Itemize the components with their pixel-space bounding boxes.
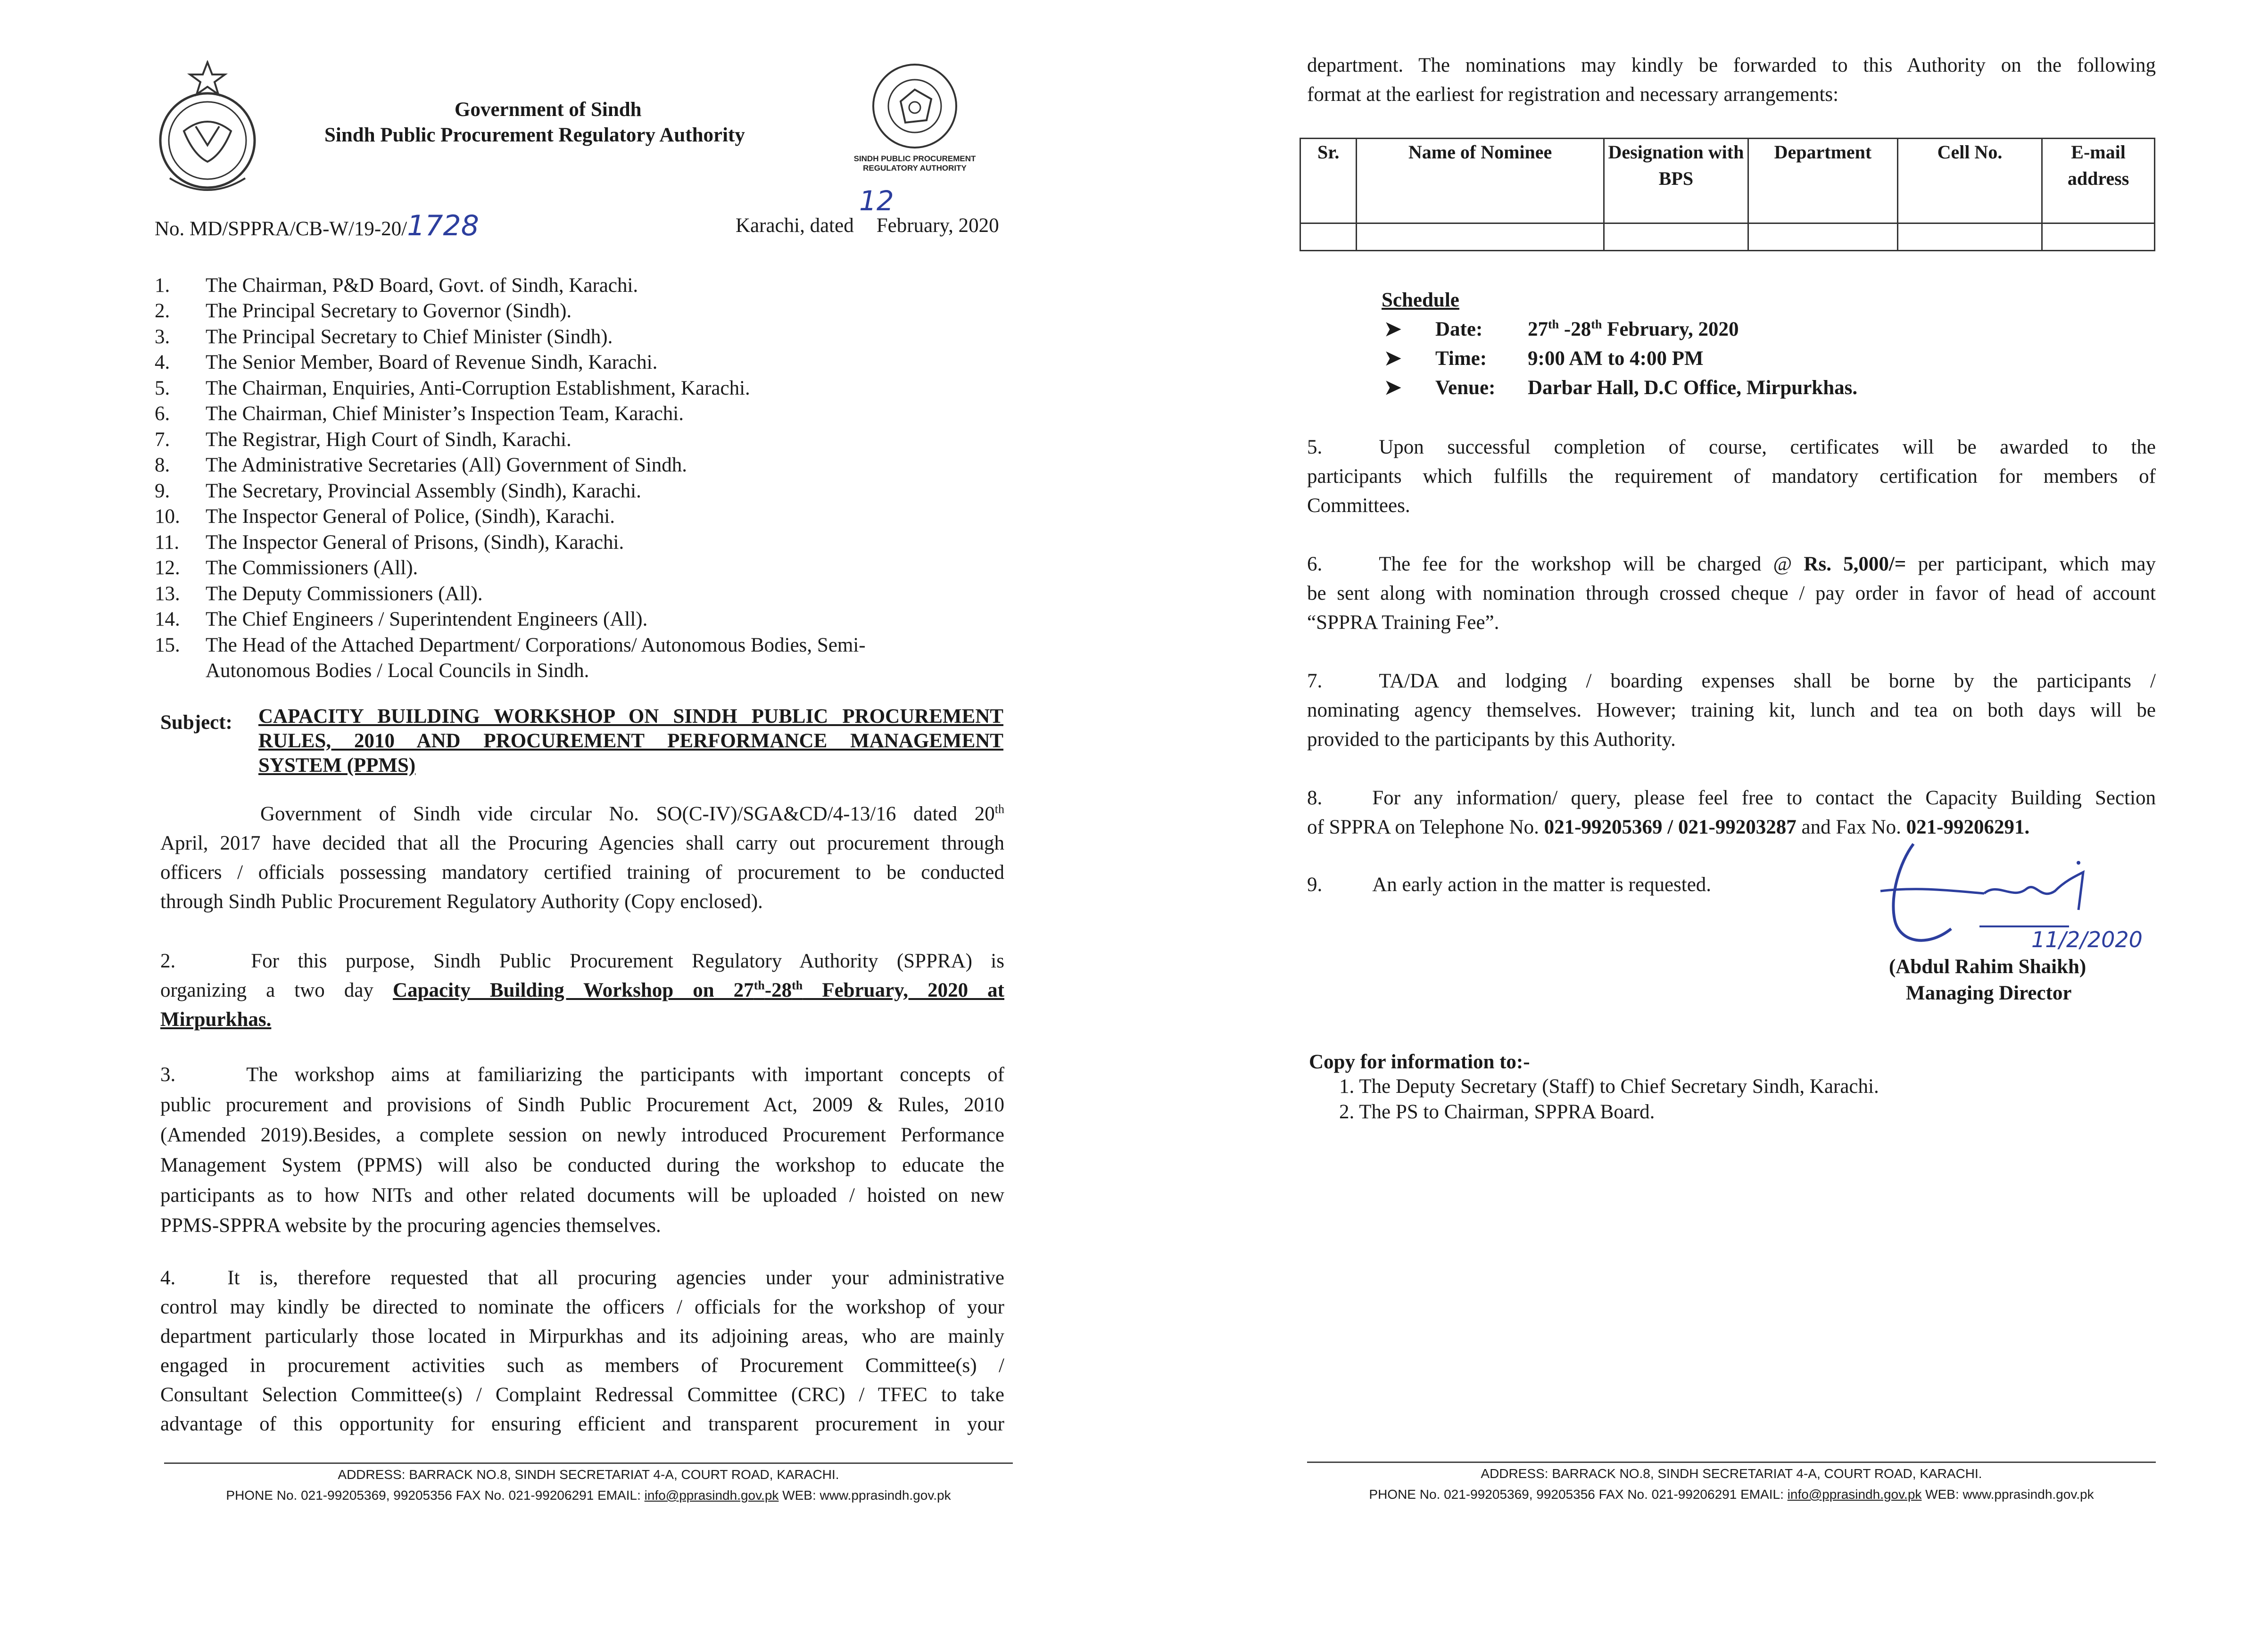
list-item: 8. The Administrative Secretaries (All) Government of Sindh. bbox=[155, 454, 687, 476]
schedule-date-row: ➤ Date: 27th -28th February, 2020 bbox=[1384, 317, 1739, 340]
footer-email-link[interactable]: info@pprasindh.gov.pk bbox=[1787, 1487, 1922, 1502]
paragraph-4: 4. It is, therefore requested that all procuring agencies under your administrative control may kindly be directed to nominate the officers / officials for the workshop of your department particularly those located in Mirpurkhas and its adjoining areas, who are mainly engaged in procurement activities such as members of Procurement Committee(s) / Consultant Selection Committee(s) / Complaint Redressal Committee (CRC) / TFEC to take advantage of this opportunity for ensuring efficient and transparent procurement in your bbox=[160, 1267, 1004, 1435]
letterhead-authority: Sindh Public Procurement Regulatory Authority bbox=[324, 124, 745, 146]
table-row bbox=[1300, 223, 2155, 251]
footer-address: ADDRESS: BARRACK NO.8, SINDH SECRETARIAT 4-A, COURT ROAD, KARACHI. bbox=[1481, 1466, 1982, 1481]
table-header-cell: E-mail address bbox=[2042, 139, 2155, 223]
subject-text: CAPACITY BUILDING WORKSHOP ON SINDH PUBLIC PROCUREMENT RULES, 2010 AND PROCUREMENT PERFORMANCE MANAGEMENT SYSTEM (PPMS) bbox=[258, 705, 1003, 776]
footer-contact: PHONE No. 021-99205369, 99205356 FAX No. 021-99206291 EMAIL: info@pprasindh.gov.pk WEB: www.pprasindh.gov.pk bbox=[1369, 1487, 2094, 1502]
paragraph-1: Government of Sindh vide circular No. SO(C-IV)/SGA&CD/4-13/16 dated 20th April, 2017 have decided that all the Procuring Agencies shall carry out procurement through officers / officials possessing mandatory certified training of procurement to be conducted through Sindh Public Procurement Regulatory Authority (Copy enclosed). bbox=[160, 802, 1004, 913]
schedule-venue-row: ➤ Venue: Darbar Hall, D.C Office, Mirpurkhas. bbox=[1384, 377, 1858, 399]
svg-text:SINDH PUBLIC PROCUREMENT: SINDH PUBLIC PROCUREMENT bbox=[853, 154, 976, 163]
table-header-cell: Designation with BPS bbox=[1604, 139, 1748, 223]
schedule-time-row: ➤ Time: 9:00 AM to 4:00 PM bbox=[1384, 347, 1704, 370]
paragraph-6: 6. The fee for the workshop will be charged @ Rs. 5,000/= per participant, which may be sent along with nomination through crossed cheque / pay order in favor of head of account “SPPRA Training Fee”. bbox=[1307, 553, 2156, 634]
paragraph-2: 2. For this purpose, Sindh Public Procurement Regulatory Authority (SPPRA) is organizing a two day Capacity Building Workshop on 27th-28th February, 2020 at Mirpurkhas. bbox=[160, 950, 1004, 1031]
list-item: 2. The Principal Secretary to Governor (Sindh). bbox=[155, 300, 572, 322]
list-item: 15. The Head of the Attached Department/ Corporations/ Autonomous Bodies, Semi- bbox=[155, 634, 866, 656]
footer-address: ADDRESS: BARRACK NO.8, SINDH SECRETARIAT 4-A, COURT ROAD, KARACHI. bbox=[338, 1467, 839, 1482]
list-item: 13. The Deputy Commissioners (All). bbox=[155, 583, 483, 605]
copy-to-item: 1. The Deputy Secretary (Staff) to Chief Secretary Sindh, Karachi. bbox=[1339, 1075, 1879, 1098]
copy-to-item: 2. The PS to Chairman, SPPRA Board. bbox=[1339, 1101, 1655, 1123]
paragraph-8: 8. For any information/ query, please feel free to contact the Capacity Building Section of SPPRA on Telephone No. 021-99205369 / 021-99203287 and Fax No. 021-99206291. bbox=[1307, 787, 2156, 838]
list-item: 12. The Commissioners (All). bbox=[155, 557, 418, 579]
footer-email-link[interactable]: info@pprasindh.gov.pk bbox=[644, 1488, 779, 1503]
list-item: 7. The Registrar, High Court of Sindh, Karachi. bbox=[155, 429, 571, 451]
signatory-title: Managing Director bbox=[1906, 982, 2072, 1004]
bullet-arrow-icon: ➤ bbox=[1384, 318, 1402, 340]
list-item-continuation: Autonomous Bodies / Local Councils in Sindh. bbox=[206, 660, 589, 682]
paragraph-4-continued: department. The nominations may kindly be forwarded to this Authority on the following format at the earliest for registration and necessary arrangements: bbox=[1307, 54, 2156, 106]
footer-divider bbox=[164, 1462, 1013, 1464]
signatory-name: (Abdul Rahim Shaikh) bbox=[1889, 956, 2086, 978]
bullet-arrow-icon: ➤ bbox=[1384, 377, 1402, 399]
copy-to-heading: Copy for information to:- bbox=[1309, 1051, 1530, 1073]
schedule-list bbox=[1384, 316, 2045, 405]
reference-number: No. MD/SPPRA/CB-W/19-20/1728 bbox=[155, 209, 479, 242]
handwritten-reference: 1728 bbox=[407, 209, 479, 242]
list-item: 14. The Chief Engineers / Superintendent Engineers (All). bbox=[155, 608, 648, 630]
handwritten-sign-date: 11/2/2020 bbox=[2031, 927, 2143, 952]
handwritten-day: 12 bbox=[859, 185, 894, 217]
list-item: 9. The Secretary, Provincial Assembly (Sindh), Karachi. bbox=[155, 480, 641, 502]
list-item: 11. The Inspector General of Prisons, (Sindh), Karachi. bbox=[155, 531, 624, 553]
nomination-table bbox=[1300, 138, 2155, 251]
list-item: 10. The Inspector General of Police, (Sindh), Karachi. bbox=[155, 505, 615, 528]
list-item: 5. The Chairman, Enquiries, Anti-Corruption Establishment, Karachi. bbox=[155, 377, 750, 399]
table-header-row bbox=[1300, 139, 2155, 223]
table-header-cell: Cell No. bbox=[1897, 139, 2042, 223]
subject-label: Subject: bbox=[160, 711, 232, 734]
letterhead-government: Government of Sindh bbox=[455, 99, 642, 121]
right-page bbox=[1126, 0, 2252, 1652]
list-item: 3. The Principal Secretary to Chief Minister (Sindh). bbox=[155, 326, 613, 348]
letter-date: Karachi, dated February, 2020 bbox=[736, 215, 999, 237]
schedule-title: Schedule bbox=[1382, 289, 1459, 311]
list-item: 6. The Chairman, Chief Minister’s Inspection Team, Karachi. bbox=[155, 403, 684, 425]
bullet-arrow-icon: ➤ bbox=[1384, 347, 1402, 370]
list-item: 1. The Chairman, P&D Board, Govt. of Sindh, Karachi. bbox=[155, 274, 638, 297]
table-header-cell: Department bbox=[1748, 139, 1898, 223]
paragraph-3: 3. The workshop aims at familiarizing the participants with important concepts of public procurement and provisions of Sindh Public Procurement Act, 2009 & Rules, 2010 (Amended 2019).Besides, a complete session on newly introduced Procurement Performance Management System (PPMS) will also be conducted during the workshop to educate the participants as to how NITs and other related documents will be uploaded / hoisted on new PPMS-SPPRA website by the procuring agencies themselves. bbox=[160, 1064, 1004, 1237]
svg-text:REGULATORY AUTHORITY: REGULATORY AUTHORITY bbox=[863, 164, 967, 173]
paragraph-7: 7. TA/DA and lodging / boarding expenses shall be borne by the participants / nominating agency themselves. However; training kit, lunch and tea on both days will be provided to the participants by this Authority. bbox=[1307, 670, 2156, 751]
table-header-cell: Sr. bbox=[1300, 139, 1357, 223]
list-item: 4. The Senior Member, Board of Revenue Sindh, Karachi. bbox=[155, 351, 658, 373]
paragraph-5: 5. Upon successful completion of course, certificates will be awarded to the participants which fulfills the requirement of mandatory certification for members of Committees. bbox=[1307, 436, 2156, 517]
sindh-emblem-logo bbox=[151, 60, 264, 197]
footer-divider bbox=[1307, 1462, 2156, 1463]
footer-contact: PHONE No. 021-99205369, 99205356 FAX No. 021-99206291 EMAIL: info@pprasindh.gov.pk WEB: www.pprasindh.gov.pk bbox=[226, 1488, 951, 1503]
paragraph-9: 9. An early action in the matter is requested. bbox=[1307, 874, 1712, 896]
table-header-cell: Name of Nominee bbox=[1357, 139, 1604, 223]
sppra-seal-logo bbox=[839, 57, 990, 179]
